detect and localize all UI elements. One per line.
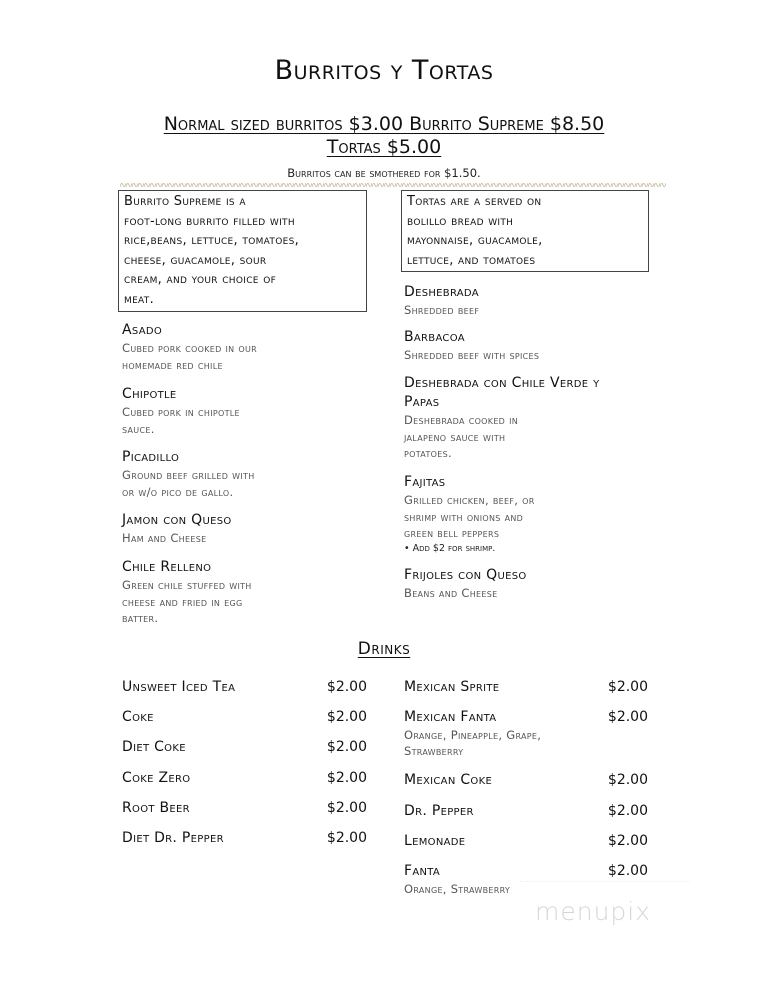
drink-name: Mexican Coke — [404, 772, 493, 788]
item-desc: or w/o pico de gallo. — [122, 484, 234, 499]
torta-info-box — [401, 190, 649, 272]
item-name: Picadillo — [122, 449, 180, 465]
item-name: Papas — [404, 394, 440, 410]
info-line: cheese, guacamole, sour — [124, 252, 267, 268]
item-desc: sauce. — [122, 421, 155, 436]
drink-price: $2.00 — [607, 709, 648, 725]
drink-name: Coke Zero — [122, 770, 191, 786]
item-name: Chile Relleno — [122, 559, 212, 575]
info-line: foot-long burrito filled with — [124, 213, 295, 229]
item-name: Jamon con Queso — [122, 512, 232, 528]
drink-item — [404, 678, 648, 697]
item-name: Barbacoa — [404, 329, 465, 345]
item-desc: Shredded beef with spices — [404, 348, 540, 362]
drink-item — [404, 771, 648, 790]
drink-name: Unsweet Iced Tea — [122, 679, 236, 695]
page-title: Burritos y Tortas — [274, 55, 494, 86]
info-line: lettuce, and tomatoes — [407, 252, 536, 268]
menu-item-chipotle — [122, 385, 362, 437]
drink-price: $2.00 — [326, 830, 367, 846]
item-desc: green bell peppers — [404, 526, 500, 540]
menu-item-frijoles-con-queso — [404, 566, 644, 602]
drinks-heading: Drinks — [357, 639, 411, 659]
menu-item-asado — [122, 321, 362, 373]
item-name: Fajitas — [404, 474, 446, 490]
drink-name: Coke — [122, 709, 154, 725]
drink-price: $2.00 — [326, 709, 367, 725]
wavy-divider — [120, 181, 666, 189]
info-line: mayonnaise, guacamole, — [407, 233, 543, 249]
drink-name: Diet Coke — [122, 739, 186, 755]
item-desc: batter. — [122, 611, 159, 625]
menu-item-jamon-con-queso — [122, 511, 362, 547]
price-line-burritos: Normal sized burritos $3.00 Burrito Supreme $8.50 — [163, 113, 605, 135]
drink-price: $2.00 — [607, 803, 648, 819]
info-line: cream, and your choice of — [124, 272, 277, 288]
drink-item — [122, 738, 367, 757]
watermark-logo: menupix — [535, 897, 652, 926]
menu-item-picadillo — [122, 448, 362, 500]
item-desc: potatoes. — [404, 446, 452, 460]
drink-price: $2.00 — [607, 679, 648, 695]
info-line: Tortas are a served on — [407, 194, 542, 209]
drink-item — [404, 802, 648, 821]
item-desc: Cubed pork cooked in our — [122, 341, 258, 355]
item-desc: Ham and Cheese — [122, 531, 207, 545]
burrito-supreme-info-box — [118, 190, 367, 312]
drink-name: Diet Dr. Pepper — [122, 830, 224, 846]
smother-note: Burritos can be smothered for $1.50. — [287, 166, 481, 180]
drink-item — [122, 799, 367, 818]
item-desc: Shredded beef — [404, 303, 480, 317]
item-name: Asado — [122, 322, 163, 338]
info-line: Burrito Supreme is a — [124, 194, 246, 209]
watermark-dots — [520, 881, 690, 886]
item-name: Deshebrada — [404, 284, 479, 300]
drink-item — [404, 862, 648, 897]
item-desc: homemade red chile — [122, 357, 223, 372]
item-name: Chipotle — [122, 386, 177, 402]
drink-item — [122, 769, 367, 788]
drink-price: $2.00 — [326, 739, 367, 755]
drink-name: Root Beer — [122, 800, 190, 816]
menu-item-deshebrada — [404, 283, 644, 319]
item-name: Deshebrada con Chile Verde y — [404, 375, 600, 391]
drink-desc: Orange, Pineapple, Grape, — [404, 728, 542, 742]
drink-desc: Strawberry — [404, 744, 464, 758]
drink-item — [122, 708, 367, 727]
drink-price: $2.00 — [326, 770, 367, 786]
drink-item — [122, 678, 367, 697]
item-note: • Add $2 for shrimp. — [404, 542, 496, 554]
drink-desc: Orange, Strawberry — [404, 882, 511, 896]
info-line: meat. — [124, 291, 155, 307]
item-desc: Cubed pork in chipotle — [122, 405, 240, 419]
menu-item-chile-relleno — [122, 558, 362, 627]
drink-price: $2.00 — [326, 800, 367, 816]
drink-item — [122, 829, 367, 848]
item-desc: Green chile stuffed with — [122, 578, 252, 592]
drink-item — [404, 708, 648, 759]
drink-price: $2.00 — [607, 863, 648, 879]
item-name: Frijoles con Queso — [404, 567, 527, 583]
drink-name: Lemonade — [404, 833, 466, 849]
drink-price: $2.00 — [607, 772, 648, 788]
item-desc: jalapeno sauce with — [404, 429, 506, 444]
item-desc: Ground beef grilled with — [122, 468, 255, 482]
item-desc: cheese and fried in egg — [122, 594, 243, 609]
menu-item-barbacoa — [404, 328, 644, 364]
menu-item-deshebrada-chile-verde — [404, 374, 654, 462]
item-desc: Deshebrada cooked in — [404, 413, 519, 427]
menu-item-fajitas — [404, 473, 644, 555]
drink-name: Mexican Sprite — [404, 679, 500, 695]
item-desc: Grilled chicken, beef, or — [404, 493, 535, 507]
info-line: rice,beans, lettuce, tomatoes, — [124, 233, 300, 249]
info-line: bolillo bread with — [407, 213, 514, 229]
drink-price: $2.00 — [326, 679, 367, 695]
drink-item — [404, 832, 648, 851]
item-desc: Beans and Cheese — [404, 586, 498, 600]
item-desc: shrimp with onions and — [404, 509, 524, 524]
drink-name: Mexican Fanta — [404, 709, 497, 725]
drink-price: $2.00 — [607, 833, 648, 849]
drink-name: Fanta — [404, 863, 441, 879]
price-line-tortas: Tortas $5.00 — [326, 136, 442, 158]
drink-name: Dr. Pepper — [404, 803, 474, 819]
